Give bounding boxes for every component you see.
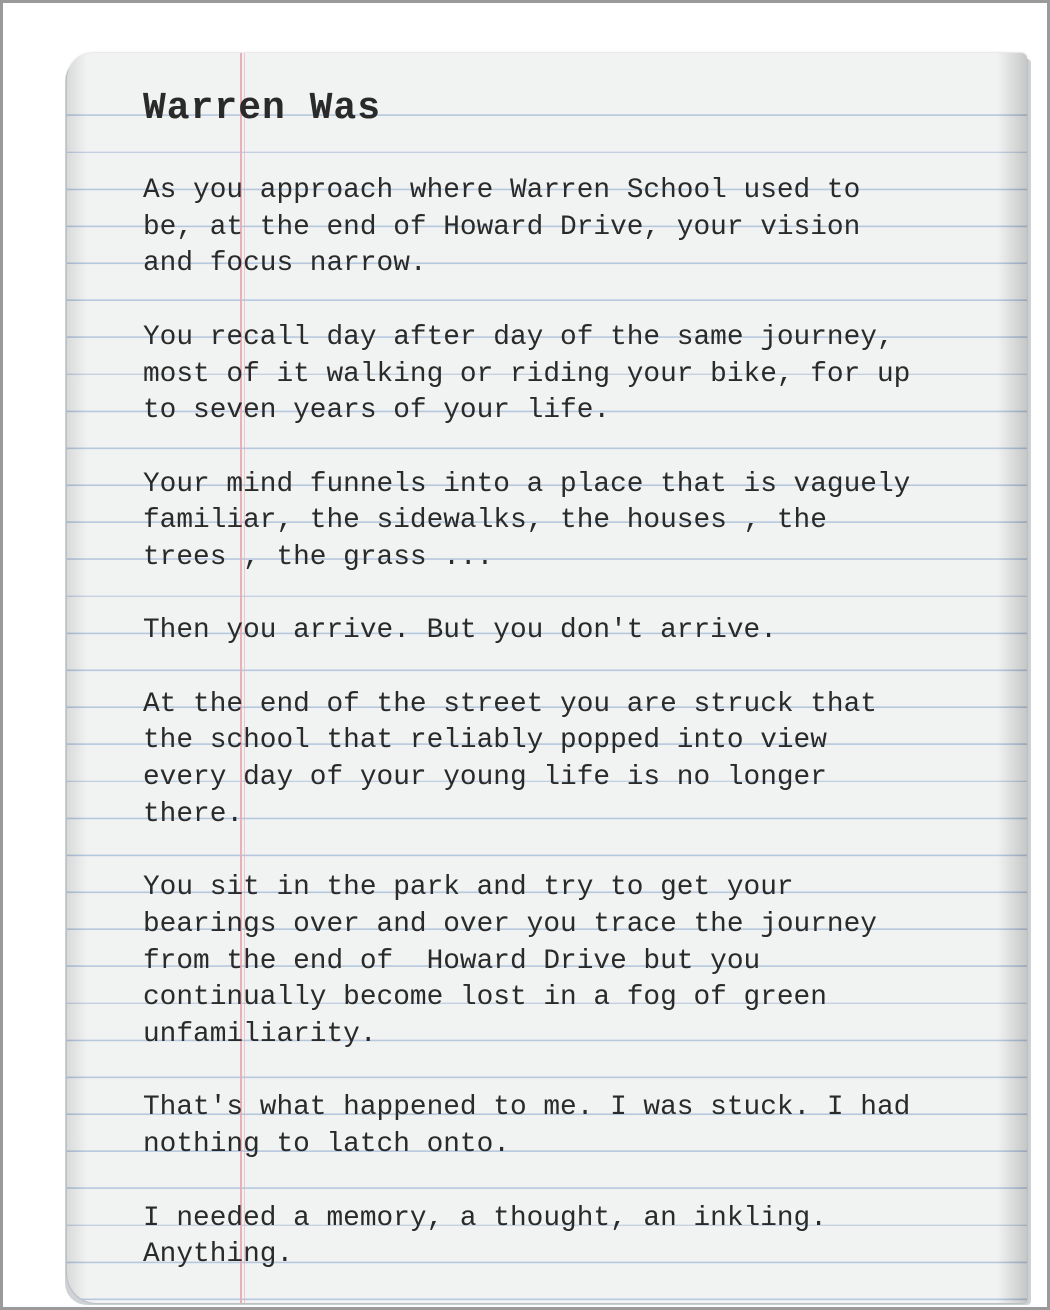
paragraph bbox=[143, 320, 1003, 430]
paragraph bbox=[143, 173, 1003, 283]
text-line: continually become lost in a fog of green bbox=[143, 982, 827, 1014]
text-line: Anything. bbox=[143, 1239, 294, 1271]
page-title: Warren Was bbox=[143, 87, 382, 130]
paragraph bbox=[143, 467, 1003, 577]
text-line: nothing to latch onto. bbox=[143, 1129, 510, 1161]
paragraph bbox=[143, 1201, 1003, 1274]
text-line: from the end of Howard Drive but you bbox=[143, 945, 761, 977]
text-line: to seven years of your life. bbox=[143, 395, 611, 427]
paragraph bbox=[143, 613, 1003, 650]
text-line: As you approach where Warren School used to bbox=[143, 175, 861, 206]
text-line: Your mind funnels into a place that is vaguely bbox=[143, 468, 911, 500]
text-line: You recall day after day of the same journey, bbox=[143, 321, 894, 353]
text-line: there. bbox=[143, 798, 244, 830]
text-line: most of it walking or riding your bike, for up bbox=[143, 358, 911, 390]
text-line: the school that reliably popped into view bbox=[143, 725, 827, 757]
text-line: At the end of the street you are struck that bbox=[143, 688, 877, 720]
typed-text-body bbox=[143, 83, 1003, 1310]
text-line: familiar, the sidewalks, the houses , the bbox=[143, 505, 827, 537]
text-line: trees , the grass ... bbox=[143, 542, 494, 573]
text-line: That's what happened to me. I was stuck. I had bbox=[143, 1092, 911, 1124]
paragraph bbox=[143, 870, 1003, 1054]
text-line: You sit in the park and try to get your bbox=[143, 872, 794, 904]
text-line: and focus narrow. bbox=[143, 248, 427, 280]
text-line: every day of your young life is no longer bbox=[143, 762, 827, 794]
paragraph bbox=[143, 687, 1003, 834]
text-line: I needed a memory, a thought, an inkling. bbox=[143, 1202, 827, 1234]
paragraph bbox=[143, 1090, 1003, 1163]
text-line: unfamiliarity. bbox=[143, 1019, 377, 1051]
text-line: be, at the end of Howard Drive, your vision bbox=[143, 211, 861, 243]
text-line: Then you arrive. But you don't arrive. bbox=[143, 615, 777, 647]
text-line: bearings over and over you trace the journey bbox=[143, 908, 877, 940]
paragraph-list bbox=[143, 173, 1003, 1274]
